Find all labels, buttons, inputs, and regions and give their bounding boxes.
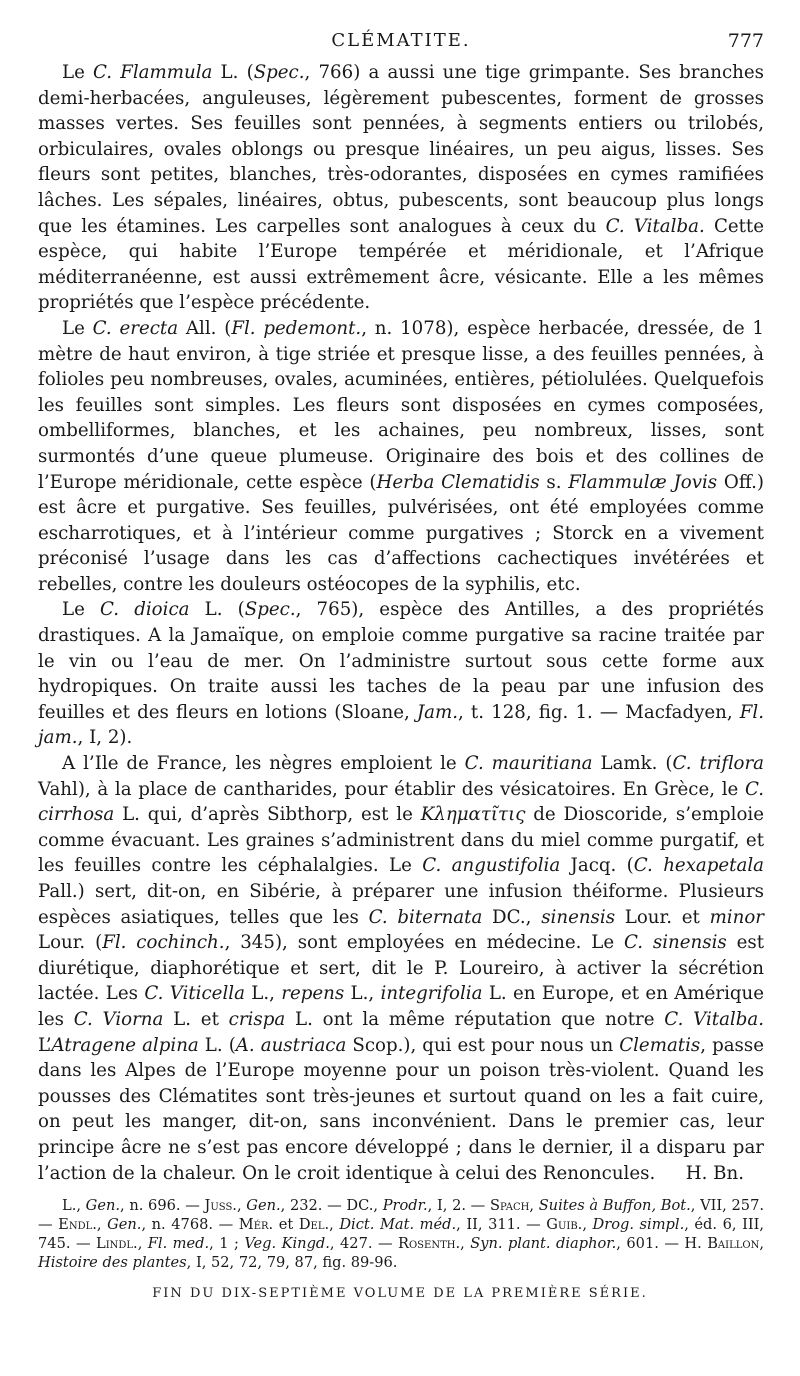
- article-body: [38, 60, 764, 1186]
- author-signature: H. Bn.: [685, 1162, 744, 1184]
- page: [38, 24, 764, 1272]
- running-title: CLÉMATITE.: [331, 30, 471, 51]
- volume-end-note: FIN DU DIX-SEPTIÈME VOLUME DE LA PREMIÈRE SÉRIE.: [152, 1286, 648, 1301]
- paragraph-other-species: A l’Ile de France, les nègres emploient le C. mauritiana Lamk. (C. triflora Vahl), à la place de cantharides, pour établir des vésicatoires. En Grèce, le C. cirrhosa L. qui, d’après Sibthorp, est le Κληματῖτις de Dioscoride, s’emploie comme évacuant. Les graines s’administrent dans du miel comme purgatif, et les feuilles contre les céphalalgies. Le C. angustifolia Jacq. (C. hexapetala Pall.) sert, dit-on, en Sibérie, à préparer une infusion théiforme. Plusieurs espèces asiatiques, telles que les C. biternata DC., sinensis Lour. et minor Lour. (Fl. cochinch., 345), sont employées en médecine. Le C. sinensis est diurétique, diaphorétique et sert, dit le P. Loureiro, à activer la sécrétion lactée. Les C. Viticella L., repens L., integrifolia L. en Europe, et en Amérique les C. Viorna L. et crispa L. ont la même réputation que notre C. Vitalba. L’Atragene alpina L. (A. austriaca Scop.), qui est pour nous un Clematis, passe dans les Alpes de l’Europe moyenne pour un poison très-violent. Quand les pousses des Clématites sont très-jeunes et surtout quand on les a fait cuire, on peut les manger, dit-on, sans inconvénient. Dans le premier cas, leur principe âcre ne s’est pas encore développé ; dans le dernier, il a disparu par l’action de la chaleur. On le croit identique à celui des Renoncules.: [38, 753, 765, 1184]
- page-header: [38, 24, 764, 60]
- paragraph-dioica: Le C. dioica L. (Spec., 765), espèce des Antilles, a des propriétés drastiques. A la Jamaïque, on emploie comme purgative sa racine traitée par le vin ou l’eau de mer. On l’administre surtout sous cette forme aux hydropiques. On traite aussi les taches de la peau par une infusion des feuilles et des fleurs en lotions (Sloane, Jam., t. 128, fig. 1. — Macfadyen, Fl. jam., I, 2).: [38, 599, 764, 749]
- bibliography-text: L., Gen., n. 696. — Juss., Gen., 232. — DC., Prodr., I, 2. — Spach, Suites à Buffon, Bot., VII, 257. — Endl., Gen., n. 4768. — Mér. et Del., Dict. Mat. méd., II, 311. — Guib., Drog. simpl., éd. 6, III, 745. — Lindl., Fl. med., 1 ; Veg. Kingd., 427. — Rosenth., Syn. plant. diaphor., 601. — H. Baillon, Histoire des plantes, I, 52, 72, 79, 87, fig. 89-96.: [38, 1197, 765, 1272]
- page-number: 777: [727, 30, 764, 52]
- paragraph-erecta: Le C. erecta All. (Fl. pedemont., n. 1078), espèce herbacée, dressée, de 1 mètre de haut environ, à tige striée et presque lisse, a des feuilles pennées, à folioles peu nombreuses, ovales, acuminées, entières, pétiolulées. Quelquefois les feuilles sont simples. Les fleurs sont disposées en cymes composées, ombelliformes, blanches, et les achaines, peu nombreux, lisses, sont surmontés d’une queue plumeuse. Originaire des bois et des collines de l’Europe méridionale, cette espèce (Herba Clematidis s. Flammulæ Jovis Off.) est âcre et purgative. Ses feuilles, pulvérisées, ont été employées comme escharrotiques, et à l’intérieur comme purgatives ; Storck en a vivement préconisé l’usage dans les cas d’affections cachectiques invétérées et rebelles, contre les douleurs ostéocopes de la syphilis, etc.: [38, 317, 764, 595]
- bibliography: [38, 1196, 764, 1272]
- paragraph-flammula: Le C. Flammula L. (Spec., 766) a aussi une tige grimpante. Ses branches demi-herbacées, anguleuses, légèrement pubescentes, forment de grosses masses vertes. Ses feuilles sont pennées, à segments entiers ou trilobés, orbiculaires, ovales oblongs ou presque linéaires, un peu aigus, lisses. Ses fleurs sont petites, blanches, très-odorantes, disposées en cymes ramifiées lâches. Les sépales, linéaires, obtus, pubescents, sont beaucoup plus longs que les étamines. Les carpelles sont analogues à ceux du C. Vitalba. Cette espèce, qui habite l’Europe tempérée et méridionale, et l’Afrique méditerranéenne, est aussi extrêmement âcre, vésicante. Elle a les mêmes propriétés que l’espèce précédente.: [38, 62, 765, 314]
